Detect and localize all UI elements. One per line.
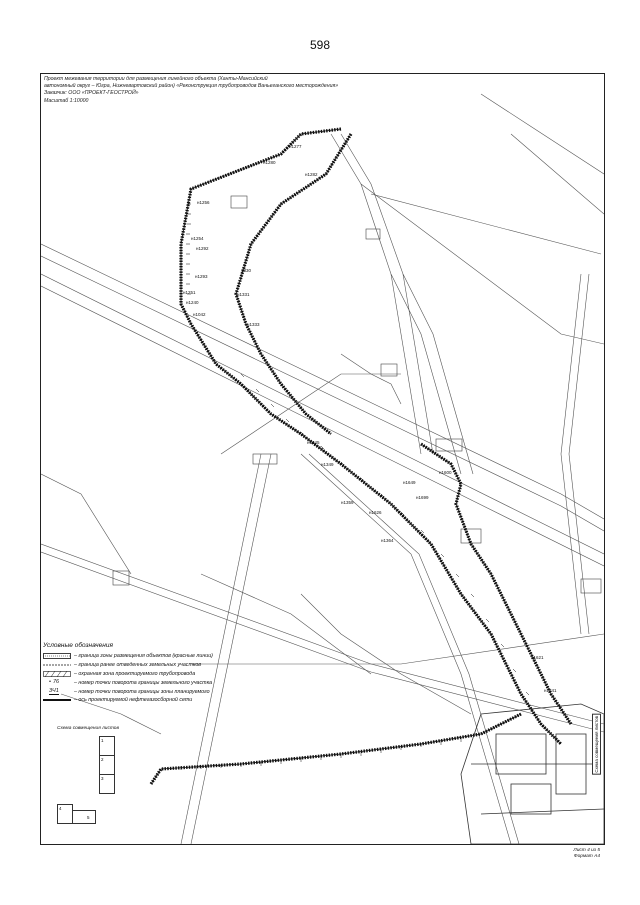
legend-label: – номер точки поворота границы зоны планируемого: [74, 688, 210, 695]
point-label: н1741: [544, 688, 557, 693]
red-line-band-icon: [43, 653, 71, 659]
sheets-scheme-label: Схема совмещения листов: [57, 726, 119, 731]
point-label: н1042: [193, 312, 206, 317]
legend-label: – охранная зона проектируемого трубопровода: [74, 670, 196, 677]
legend-label: – ось проектируемой нефтегазосборной сети: [74, 697, 193, 704]
structures: [113, 196, 601, 593]
legend-item: [43, 696, 343, 705]
point-label: н1240: [186, 300, 199, 305]
point-label: н1282: [305, 172, 318, 177]
point-number-icon: • 76: [49, 678, 60, 685]
boxed-number-icon: 3Ч1: [49, 687, 59, 694]
legend-item: [43, 670, 343, 679]
point-label: н1359: [341, 500, 354, 505]
footer-format: Формат А4: [573, 854, 600, 859]
legend-title: Условные обозначения: [43, 642, 113, 649]
point-label: н1280: [263, 160, 276, 165]
point-label: н1256: [197, 200, 210, 205]
point-label: н1293: [195, 274, 208, 279]
sheet-cell: 2: [99, 755, 115, 775]
point-label: н1649: [403, 480, 416, 485]
point-label: н1349: [321, 462, 334, 467]
point-label: н1345: [307, 440, 320, 445]
title-line: Проект межевания территории для размещения линейного объекта (Ханты-Мансийский: [44, 76, 268, 82]
point-label: н1277: [289, 144, 302, 149]
legend-label: – номер точки поворота границы земельного участка: [74, 679, 213, 686]
legend: [43, 642, 343, 705]
map-drawing: [41, 74, 604, 844]
point-label: н1626: [369, 510, 382, 515]
point-label: н1600: [439, 470, 452, 475]
sheet-cell: 1: [99, 736, 115, 756]
sheet-cell: 4: [57, 804, 73, 824]
title-block: [44, 76, 338, 105]
side-label: Схема совмещения листов: [594, 716, 599, 773]
point-label: н1333: [247, 322, 260, 327]
title-line: Масштаб 1:10000: [44, 97, 89, 104]
point-label: н1331: [237, 292, 250, 297]
legend-label: – граница зоны размещения объектов (красные линии): [74, 653, 213, 660]
page-number: 598: [309, 38, 331, 52]
dashed-line-icon: [43, 662, 71, 668]
sheet-cell: 5: [72, 810, 96, 824]
point-label: н1292: [196, 246, 209, 251]
title-line: Заказчик: ООО «ПРОЕКТ-ГЕОСТРОЙ»: [44, 90, 139, 97]
legend-item: [43, 661, 343, 670]
sheet-cell: 3: [99, 774, 115, 794]
point-label: 1330: [241, 268, 252, 273]
point-label: н1254: [191, 236, 204, 241]
hatched-band-icon: [43, 671, 71, 677]
title-line: автономный округ – Югра, Нижневартовский район) «Реконструкция трубопроводов Ваньеганского месторождения»: [44, 83, 339, 90]
point-label: н1251: [183, 290, 196, 295]
legend-item: [43, 687, 343, 696]
map-sheet: [40, 73, 605, 845]
industrial-site: [461, 704, 604, 844]
legend-label: – граница ранее отведенных земельных участков: [74, 662, 202, 669]
point-label: н1699: [416, 495, 429, 500]
axis-line-icon: [43, 697, 71, 703]
footer-sheet: Лист 4 из 5: [573, 848, 600, 853]
footer: [573, 848, 600, 860]
legend-item: [43, 678, 343, 687]
point-label: н1621: [531, 655, 544, 660]
road-network: [41, 94, 604, 844]
legend-item: [43, 652, 343, 661]
point-label: н1364: [381, 538, 394, 543]
